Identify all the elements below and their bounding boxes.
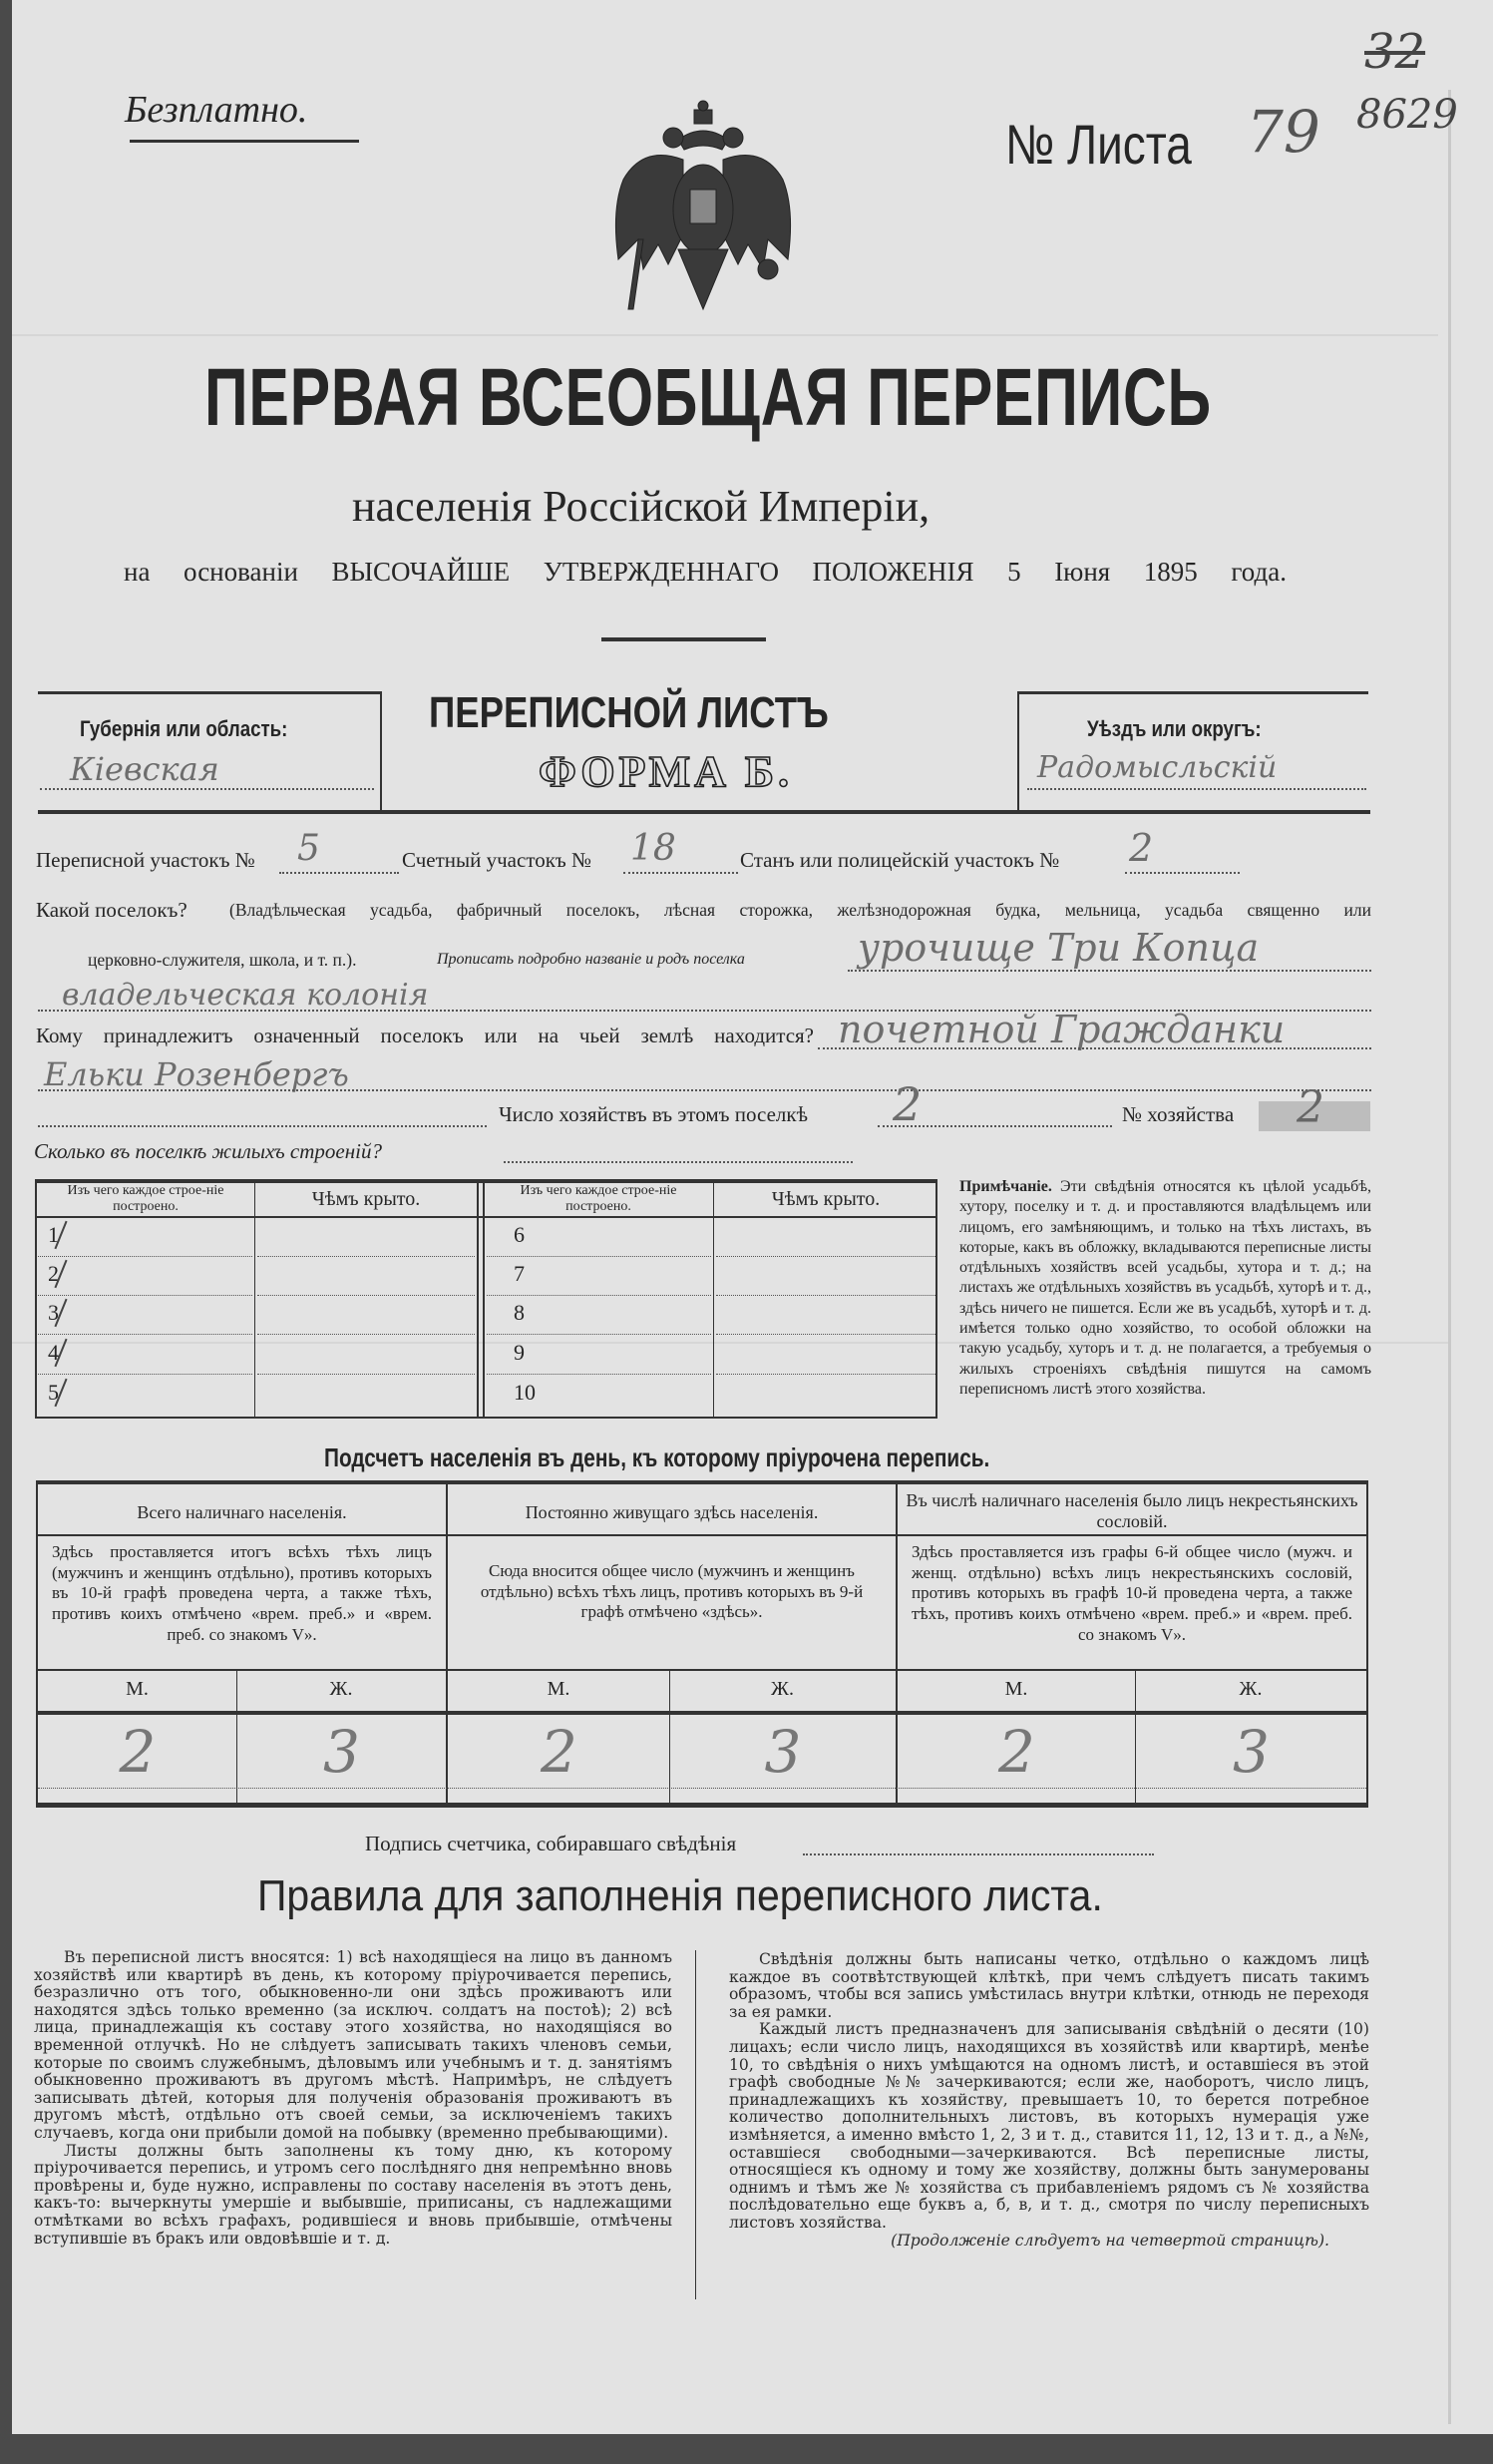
table-divider: [896, 1482, 898, 1806]
note: [959, 1177, 1371, 1400]
census-district-label: Переписной участокъ №: [36, 848, 255, 872]
guberniya-label: Губернія или область:: [80, 716, 288, 741]
settlement-hint: (Владѣльческая усадьба, фабричный поселокъ, лѣсная сторожка, желѣзнодорожная будка, мельница, усадьба священно или: [229, 900, 1371, 920]
building-row-number: 6: [514, 1222, 525, 1247]
male-label: М.: [126, 1678, 149, 1700]
male-count[interactable]: 2: [541, 1718, 577, 1786]
box-rule: [38, 810, 1370, 814]
population-col-desc: Здѣсь проставляется итогъ всѣхъ тѣхъ лицъ (мужчинъ и женщинъ отдѣльно), противъ которыхъ въ 10-й графѣ проведена черта, а также тѣхъ, противъ коихъ отмѣчено «врем. преб.» и «врем. преб. со знакомъ V».: [52, 1542, 432, 1644]
uezd-value[interactable]: Радомысльскій: [1037, 750, 1278, 785]
population-col-title: Въ числѣ наличнаго населенія было лицъ некрестьянскихъ сословій.: [906, 1490, 1358, 1531]
female-count[interactable]: 3: [323, 1718, 360, 1786]
population-heading: Подсчетъ населенія въ день, къ которому пріурочена перепись.: [324, 1442, 990, 1472]
legal-basis: на основаніи ВЫСОЧАЙШЕ УТВЕРЖДЕННАГО ПОЛОЖЕНІЯ 5 Іюня 1895 года.: [124, 557, 1287, 587]
field-line: [878, 1125, 1112, 1127]
household-no-value[interactable]: 2: [1297, 1082, 1324, 1133]
buildings-label: Сколько въ поселкѣ жилыхъ строеній?: [34, 1139, 382, 1163]
buildings-table: [35, 1179, 937, 1419]
male-count[interactable]: 2: [998, 1718, 1035, 1786]
field-line: [279, 872, 399, 874]
row-line: [487, 1295, 711, 1296]
settlement-value[interactable]: урочище Три Копца: [858, 926, 1260, 970]
building-row-number: 9: [514, 1340, 525, 1365]
table-divider: [254, 1183, 255, 1419]
row-line: [38, 1374, 252, 1375]
note-text: Эти свѣдѣнія относятся къ цѣлой усадьбѣ, хутору, поселку и т. д. и проставляются владѣльцемъ или лицомъ, его замѣняющимъ, и только на тѣхъ листахъ, въ которые, какъ въ обложку, вкладываются переписные листы отдѣльныхъ хозяйствъ всей усадьбы, хутора и т. д.; на листахъ же отдѣльныхъ хозяйствъ въ усадьбѣ, хуторѣ и т. д., здѣсь ничего не пишется. Если же въ усадьбѣ, хуторѣ и т. д. имѣется только одно хозяйство, то особой обложки на такую усадьбу, хуторъ и т. д. не полагается, а требуемыя о жилыхъ строеніяхъ свѣдѣнія пишутся на самомъ переписномъ листѣ этого хозяйства.: [959, 1178, 1371, 1398]
population-col-desc: Здѣсь проставляется изъ графы 6-й общее число (мужч. и женщ. отдѣльно) всѣхъ лицъ некрестьянскихъ сословій, противъ которыхъ въ графѣ 10-й проведена черта, а также тѣхъ, противъ коихъ отмѣчено «врем. преб.» и «врем. преб. со знакомъ V».: [912, 1542, 1352, 1644]
building-row-number: 4: [48, 1340, 59, 1365]
building-row-number: 7: [514, 1261, 525, 1286]
underline: [130, 140, 359, 143]
police-district-label: Станъ или полицейскій участокъ №: [740, 848, 1060, 872]
field-line: [623, 872, 738, 874]
guberniya-line: [40, 788, 374, 790]
signature-line[interactable]: [803, 1853, 1154, 1855]
row-line: [716, 1295, 935, 1296]
count-district-value[interactable]: 18: [630, 828, 676, 869]
table-divider: [483, 1183, 485, 1419]
owner-value[interactable]: почетной Гражданки: [838, 1008, 1286, 1051]
col-material-header: Изъ чего каждое строе-ніе построено.: [520, 1183, 677, 1214]
building-row-number: 8: [514, 1300, 525, 1325]
building-row-number: 1: [48, 1222, 59, 1247]
settlement-label: Какой поселокъ?: [36, 898, 187, 922]
row-line: [487, 1334, 711, 1335]
form-title: ФОРМА Б.: [539, 747, 793, 796]
owner-value[interactable]: Ельки Розенбергъ: [44, 1055, 349, 1093]
building-row-number: 5: [48, 1380, 59, 1405]
population-col-title: Всего наличнаго населенія.: [137, 1502, 347, 1522]
col-roof-header: Чѣмъ крыто.: [311, 1188, 421, 1210]
col-roof-header: Чѣмъ крыто.: [771, 1188, 881, 1210]
table-divider: [713, 1183, 714, 1419]
male-label: М.: [547, 1678, 570, 1700]
note-title: Примѣчаніе.: [959, 1178, 1052, 1195]
field-line: [38, 1125, 487, 1127]
box-rule: [1017, 691, 1019, 813]
rules-paragraph: Свѣдѣнія должны быть написаны четко, отдѣльно о каждомъ лицѣ каждое въ соотвѣтствующей клѣткѣ, при чемъ слѣдуетъ писать такимъ образомъ, чтобы вся запись умѣстилась внутри клѣтки, отнюдь не переходя за ея рамки.: [729, 1950, 1369, 2021]
row-line: [487, 1374, 711, 1375]
divider: [601, 637, 766, 641]
sheet-title: ПЕРЕПИСНОЙ ЛИСТЪ: [429, 688, 829, 737]
col-material-header: Изъ чего каждое строе-ніе построено.: [67, 1183, 224, 1214]
continuation-note: (Продолженіе слѣдуетъ на четвертой страницѣ).: [891, 2231, 1329, 2250]
rules-right-column: [729, 1951, 1369, 2250]
row-line: [487, 1256, 711, 1257]
settlement-value[interactable]: владельческая колонія: [62, 978, 429, 1013]
rules-heading: Правила для заполненія переписного листа.: [257, 1871, 1103, 1920]
table-header-rule: [37, 1216, 935, 1218]
sheet-number-label: № Листа: [1005, 113, 1192, 176]
population-col-title: Постоянно живущаго здѣсь населенія.: [525, 1502, 819, 1522]
box-rule: [380, 691, 382, 813]
row-line: [716, 1374, 935, 1375]
field-line: [38, 1089, 1371, 1091]
field-line: [504, 1161, 853, 1163]
guberniya-value[interactable]: Кіевская: [70, 750, 219, 788]
rules-paragraph: Каждый листъ предназначенъ для записыванія свѣдѣній о десяти (10) лицахъ; если число лицъ, находящихся въ хозяйствѣ или квартирѣ, менѣе 10, то свѣдѣнія о нихъ умѣщаются на одномъ листѣ, и оставшіеся въ этой графѣ свободные №№ зачеркиваются; если же, наоборотъ, число лицъ, принадлежащихъ къ хозяйству, превышаетъ 10, то берется потребное количество дополнительныхъ листовъ, въ которыхъ нумерація уже измѣняется, а именно вмѣсто 1, 2, 3 и т. д., ставится 11, 12, 13 и т. д., а №№, оставшіеся свободными—зачеркиваются. Всѣ переписные листы, относящіеся къ одному и тому же хозяйству, должны быть занумерованы однимъ и тѣмъ же № хозяйства съ прибавленіемъ рядомъ съ № хозяйства послѣдовательно еще буквъ а, б, в, и т. д., смотря по числу переписныхъ листовъ хозяйства.: [729, 2020, 1369, 2232]
row-line: [38, 1256, 252, 1257]
households-value[interactable]: 2: [893, 1077, 923, 1131]
owner-label: Кому принадлежитъ означенный поселокъ или на чьей землѣ находится?: [36, 1024, 814, 1047]
rules-left-column: [34, 1949, 672, 2248]
double-headed-eagle-icon: [598, 100, 808, 319]
police-district-value[interactable]: 2: [1129, 826, 1154, 870]
box-rule: [1017, 691, 1368, 694]
column-divider: [695, 1950, 696, 2299]
paper-fold: [1448, 90, 1451, 2424]
male-count[interactable]: 2: [119, 1718, 157, 1786]
field-line: [848, 970, 1371, 972]
sheet-number-value: 79: [1247, 98, 1320, 166]
row-line: [38, 1334, 252, 1335]
male-label: М.: [1004, 1678, 1028, 1700]
rules-paragraph: Въ переписной листъ вносятся: 1) всѣ находящіеся на лицо въ данномъ хозяйствѣ или квартирѣ въ день, къ которому пріурочивается перепись, безразлично отъ того, обыкновенно-ли они здѣсь проживаютъ или находятся здѣсь только временно (за исключ. солдатъ на постоѣ); 2) всѣ лица, принадлежащія къ составу этого хозяйства, но находящіяся во временной отлучкѣ. Но не слѣдуетъ записывать такихъ членовъ семьи, которые по своимъ служебнымъ, дѣловымъ или учебнымъ и т. д. занятіямъ обыкновенно проживаютъ въ другомъ мѣстѣ. Напримѣръ, не слѣдуетъ записывать дѣтей, которыя для полученія образованія проживаютъ въ другомъ мѣстѣ, отдѣльно отъ своей семьи, за исключеніемъ такихъ случаевъ, когда они прибыли домой на побывку (временно пребывающими).: [34, 1948, 672, 2142]
table-divider: [477, 1183, 479, 1419]
building-row-number: 10: [514, 1380, 536, 1405]
row-line: [257, 1374, 475, 1375]
row-line: [257, 1295, 475, 1296]
field-line: [1125, 872, 1240, 874]
rules-paragraph: Листы должны быть заполнены къ тому дню, къ которому пріурочивается перепись, и утромъ сего послѣдняго дня непремѣнно вновь провѣрены и, буде нужно, исправлены по составу населенія въ этотъ день, какъ-то: вычеркнуты умершіе и выбывшіе, приписаны, съ надлежащими отмѣтками во всѣхъ графахъ, родившіеся и вновь прибывшіе, отмѣчены вступившіе въ бракъ или овдовѣвшіе и т. д.: [34, 2141, 672, 2248]
page-subtitle: населенія Россійской Имперіи,: [352, 482, 931, 531]
settlement-hint: церковно-служителя, школа, и т. п.).: [88, 950, 357, 970]
female-count[interactable]: 3: [764, 1718, 802, 1786]
household-no-label: № хозяйства: [1122, 1102, 1235, 1126]
building-row-number: 3: [48, 1300, 59, 1325]
field-line: [818, 1047, 1371, 1049]
row-line: [38, 1295, 252, 1296]
archive-mark: 32: [1364, 24, 1426, 80]
building-row-number: 2: [48, 1261, 59, 1286]
free-label: Безплатно.: [125, 89, 308, 131]
female-count[interactable]: 3: [1233, 1718, 1270, 1786]
settlement-hint: Прописать подробно названіе и родъ поселка: [437, 951, 745, 968]
uezd-label: Уѣздъ или округъ:: [1087, 716, 1262, 741]
archive-mark: 8629: [1356, 92, 1458, 138]
population-col-desc: Сюда вносится общее число (мужчинъ и женщинъ отдѣльно) всѣхъ тѣхъ лицъ, противъ которыхъ въ 9-й графѣ отмѣчено «здѣсь».: [480, 1561, 864, 1622]
table-rule: [38, 1534, 1366, 1536]
row-line: [716, 1256, 935, 1257]
households-label: Число хозяйствъ въ этомъ поселкѣ: [499, 1102, 808, 1126]
row-line: [257, 1256, 475, 1257]
box-rule: [38, 691, 382, 694]
table-divider: [446, 1482, 448, 1806]
count-district-label: Счетный участокъ №: [402, 848, 592, 872]
bleed-through-line: [12, 334, 1438, 336]
page-title: ПЕРВАЯ ВСЕОБЩАЯ ПЕРЕПИСЬ: [204, 352, 1212, 443]
census-district-value[interactable]: 5: [297, 828, 320, 869]
female-label: Ж.: [329, 1678, 353, 1700]
signature-label: Подпись счетчика, собиравшаго свѣдѣнія: [365, 1832, 737, 1855]
row-line: [716, 1334, 935, 1335]
female-label: Ж.: [771, 1678, 794, 1700]
row-line: [257, 1334, 475, 1335]
female-label: Ж.: [1239, 1678, 1263, 1700]
uezd-line: [1027, 788, 1366, 790]
